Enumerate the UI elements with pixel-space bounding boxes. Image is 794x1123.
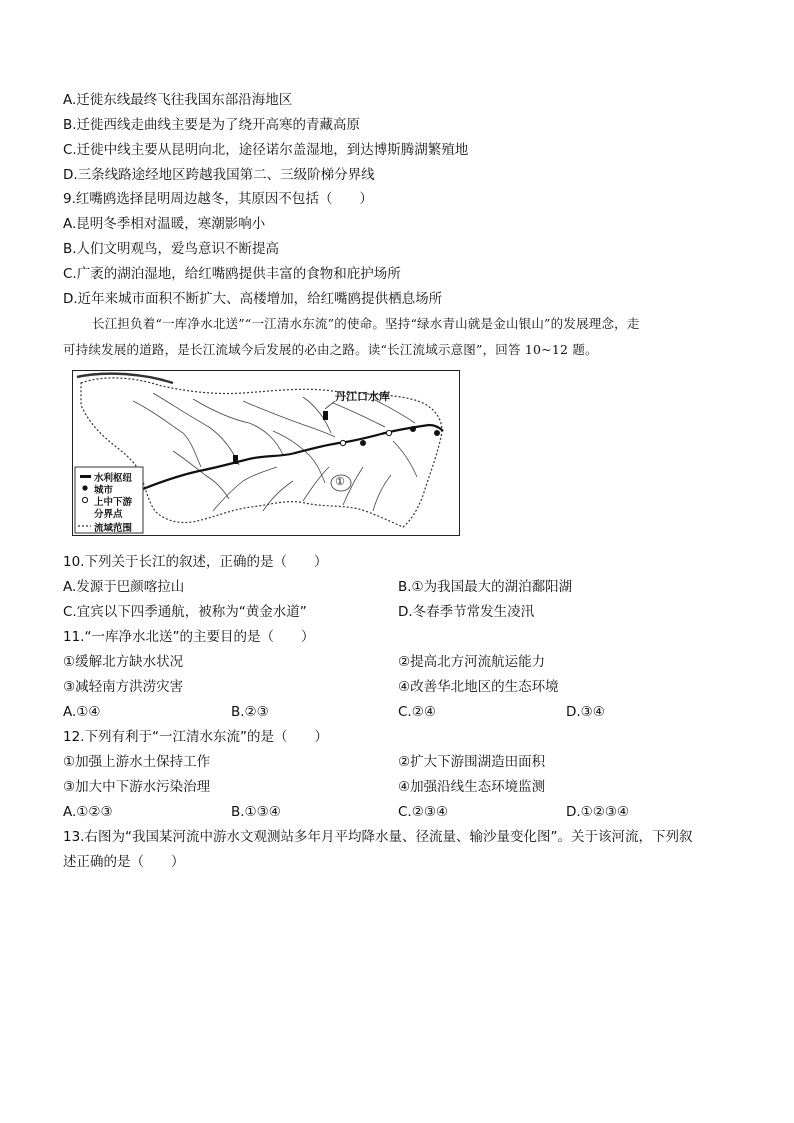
q12-statement-4: ④加强沿线生态环境监测 <box>398 779 546 795</box>
q9-option-a: A.昆明冬季相对温暖，寒潮影响小 <box>63 216 266 232</box>
q13-stem-line-1: 13.右图为“我国某河流中游水文观测站多年月平均降水量、径流量、输沙量变化图”。关于该河流，下列叙 <box>63 829 693 845</box>
q11-option-c: C.②④ <box>398 704 436 720</box>
q11-option-a: A.①④ <box>63 704 101 720</box>
q9-option-b: B.人们文明观鸟，爱鸟意识不断提高 <box>63 241 280 257</box>
legend-dam-label: 水利枢纽 <box>94 473 133 484</box>
yangtze-basin-map <box>72 370 460 536</box>
q10-stem: 10.下列关于长江的叙述，正确的是（ ） <box>63 554 328 570</box>
q11-statement-3: ③减轻南方洪涝灾害 <box>63 679 184 695</box>
q10-option-d: D.冬春季节常发生凌汛 <box>398 604 535 620</box>
city-marker <box>410 426 416 432</box>
map-drawing <box>73 371 459 535</box>
q11-option-d: D.③④ <box>566 704 605 720</box>
dam-marker <box>233 455 238 464</box>
q8-option-d: D.三条线路途经地区跨越我国第二、三级阶梯分界线 <box>63 167 375 183</box>
q12-option-c: C.②③④ <box>398 804 449 820</box>
q12-statement-2: ②扩大下游围湖造田面积 <box>398 754 546 770</box>
q11-statement-1: ①缓解北方缺水状况 <box>63 654 184 670</box>
q12-option-d: D.①②③④ <box>566 804 630 820</box>
q8-option-b: B.迁徙西线走曲线主要是为了绕开高寒的青藏高原 <box>63 117 361 133</box>
q9-option-d: D.近年来城市面积不断扩大、高楼增加，给红嘴鸥提供栖息场所 <box>63 291 443 307</box>
legend-city-label: 城市 <box>94 485 114 496</box>
reservoir-label: 丹江口水库 <box>335 390 390 403</box>
q8-option-c: C.迁徙中线主要从昆明向北，途径诺尔盖湿地，到达博斯腾湖繁殖地 <box>63 142 469 158</box>
legend-boundary-label-2: 分界点 <box>94 509 123 520</box>
legend-city-symbol <box>82 485 87 490</box>
q10-option-c: C.宜宾以下四季通航，被称为“黄金水道” <box>63 604 307 620</box>
q11-option-b: B.②③ <box>231 704 269 720</box>
passage-line-2: 可持续发展的道路，是长江流域今后发展的必由之路。读“长江流域示意图”，回答 10~12 题。 <box>63 342 598 357</box>
q9-stem: 9.红嘴鸥选择昆明周边越冬，其原因不包括（ ） <box>63 191 373 207</box>
main-river <box>143 425 443 489</box>
q12-stem: 12.下列有利于“一江清水东流”的是（ ） <box>63 729 328 745</box>
tributaries <box>133 393 417 511</box>
passage-line-1: 长江担负着“一库净水北送”“一江清水东流”的使命。坚持“绿水青山就是金山银山”的发展理念，走 <box>92 316 640 331</box>
q9-option-c: C.广袤的湖泊湿地，给红嘴鸥提供丰富的食物和庇护场所 <box>63 266 401 282</box>
legend-boundary-symbol <box>82 497 87 502</box>
q11-statement-4: ④改善华北地区的生态环境 <box>398 679 559 695</box>
q11-stem: 11.“一库净水北送”的主要目的是（ ） <box>63 629 315 645</box>
q13-stem-line-2: 述正确的是（ ） <box>63 854 185 870</box>
legend-boundary-label-1: 上中下游 <box>94 497 133 508</box>
city-marker <box>360 440 366 446</box>
q12-statement-1: ①加强上游水土保持工作 <box>63 754 211 770</box>
boundary-point <box>340 440 345 445</box>
legend-dam-symbol <box>80 475 91 478</box>
q8-option-a: A.迁徙东线最终飞往我国东部沿海地区 <box>63 92 293 108</box>
q12-option-a: A.①②③ <box>63 804 113 820</box>
q10-option-a: A.发源于巴颜喀拉山 <box>63 579 185 595</box>
q11-statement-2: ②提高北方河流航运能力 <box>398 654 546 670</box>
legend-basin-label: 流域范围 <box>94 523 133 534</box>
city-marker <box>434 430 440 436</box>
boundary-point <box>386 430 391 435</box>
q12-option-b: B.①③④ <box>231 804 281 820</box>
dam-marker <box>323 411 328 420</box>
lake-marker-label: ① <box>335 475 345 488</box>
q10-option-b: B.①为我国最大的湖泊鄱阳湖 <box>398 579 573 595</box>
q12-statement-3: ③加大中下游水污染治理 <box>63 779 211 795</box>
